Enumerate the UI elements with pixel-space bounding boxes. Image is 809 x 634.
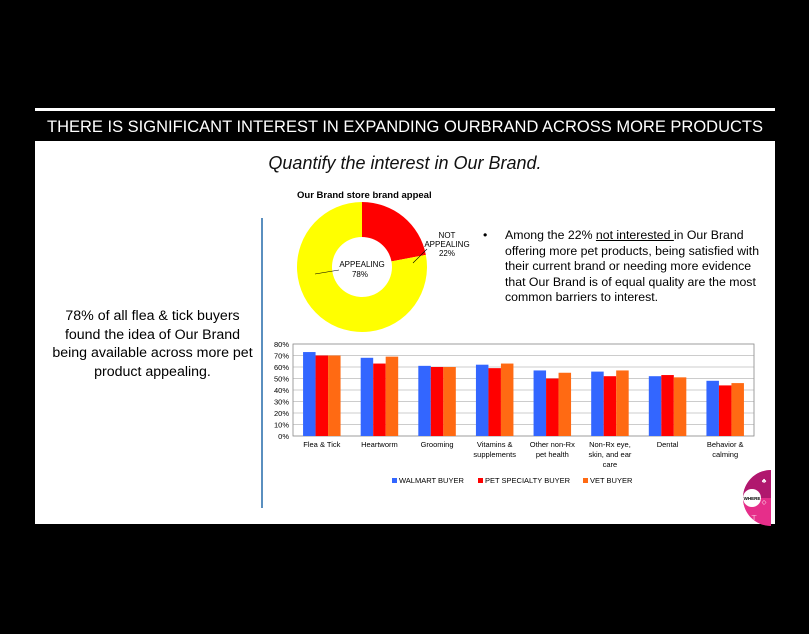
bar bbox=[546, 379, 559, 437]
bar bbox=[731, 383, 744, 436]
legend-swatch bbox=[392, 478, 397, 483]
y-tick-label: 0% bbox=[278, 432, 289, 441]
pie-slice bbox=[362, 202, 426, 261]
x-tick-label: Dental bbox=[656, 440, 679, 449]
bar bbox=[373, 364, 386, 436]
x-tick-label: calming bbox=[712, 450, 739, 459]
bullet-text-end: in Our Brand offering more pet products, being satisfied with their current brand or needing more evidence that Our Brand is of equal quality are the most common barriers to interest. bbox=[505, 228, 760, 304]
bar bbox=[488, 368, 501, 436]
bar bbox=[443, 367, 456, 436]
pie-label-not-appealing-2: APPEALING bbox=[424, 240, 470, 249]
x-tick-label: Behavior & bbox=[706, 440, 744, 449]
bar bbox=[559, 373, 572, 436]
pie-title: Our Brand store brand appeal bbox=[297, 190, 432, 201]
bar bbox=[591, 372, 604, 436]
bar bbox=[604, 376, 617, 436]
bar bbox=[386, 357, 399, 436]
y-tick-label: 70% bbox=[273, 351, 289, 361]
pie-label-appealing: APPEALING bbox=[339, 260, 385, 269]
bar bbox=[431, 367, 444, 436]
bar-chart bbox=[35, 331, 775, 491]
legend-label: VET BUYER bbox=[590, 476, 633, 485]
brand-logo bbox=[735, 470, 775, 526]
legend-swatch bbox=[478, 478, 483, 483]
bar bbox=[674, 377, 687, 436]
bar bbox=[719, 385, 732, 436]
bar bbox=[303, 352, 316, 436]
legend-label: PET SPECIALTY BUYER bbox=[485, 476, 571, 485]
slide-body bbox=[35, 141, 775, 524]
y-tick-label: 40% bbox=[273, 386, 289, 395]
x-tick-label: Flea & Tick bbox=[303, 440, 341, 449]
pie-value-not-appealing: 22% bbox=[438, 249, 456, 258]
pie-value-appealing: 78% bbox=[351, 270, 369, 279]
x-tick-label: Grooming bbox=[420, 440, 454, 449]
slide-title: THERE IS SIGNIFICANT INTEREST IN EXPANDING OURBRAND ACROSS MORE PRODUCTS bbox=[46, 118, 763, 136]
svg-text:◇: ◇ bbox=[761, 500, 767, 506]
bar bbox=[534, 370, 547, 436]
bullet-text bbox=[505, 228, 760, 306]
y-tick-label: 50% bbox=[273, 374, 289, 384]
y-tick-label: 20% bbox=[273, 409, 289, 418]
x-tick-label: care bbox=[602, 460, 618, 469]
legend-swatch bbox=[583, 478, 588, 483]
bar bbox=[476, 365, 489, 436]
x-tick-label: pet health bbox=[535, 450, 569, 459]
bar bbox=[649, 376, 662, 436]
bullet-marker: • bbox=[483, 228, 488, 242]
bar bbox=[501, 364, 514, 436]
x-tick-label: Non-Rx eye, bbox=[589, 440, 631, 449]
y-tick-label: 10% bbox=[273, 420, 289, 430]
svg-text:⊤: ⊤ bbox=[750, 515, 758, 522]
bar bbox=[661, 375, 674, 436]
x-tick-label: Heartworm bbox=[361, 440, 398, 449]
header-rule bbox=[35, 108, 775, 111]
y-tick-label: 80% bbox=[273, 340, 289, 349]
bullet-text-underlined: not interested bbox=[595, 228, 674, 242]
logo-text: WHERE bbox=[743, 496, 761, 501]
pie-label-not-appealing-1: NOT bbox=[438, 231, 456, 240]
bar bbox=[706, 381, 719, 436]
x-tick-label: skin, and ear bbox=[588, 450, 632, 459]
y-tick-label: 60% bbox=[273, 363, 289, 372]
bar bbox=[316, 356, 329, 437]
slide-subtitle: Quantify the interest in Our Brand. bbox=[268, 153, 542, 173]
legend-label: WALMART BUYER bbox=[399, 476, 464, 485]
x-tick-label: supplements bbox=[473, 450, 516, 459]
x-tick-label: Other non-Rx bbox=[529, 440, 575, 449]
bar bbox=[361, 358, 374, 436]
bar bbox=[616, 370, 629, 436]
y-tick-label: 30% bbox=[273, 397, 289, 407]
x-tick-label: Vitamins & bbox=[476, 440, 513, 449]
key-finding-text: 78% of all flea & tick buyers found the idea of Our Brand being available across more pet product appealing. bbox=[52, 308, 253, 380]
bullet-text-start: Among the 22% bbox=[505, 228, 596, 242]
bar bbox=[328, 356, 341, 437]
svg-text:♣: ♣ bbox=[761, 478, 767, 485]
bar bbox=[418, 366, 431, 436]
